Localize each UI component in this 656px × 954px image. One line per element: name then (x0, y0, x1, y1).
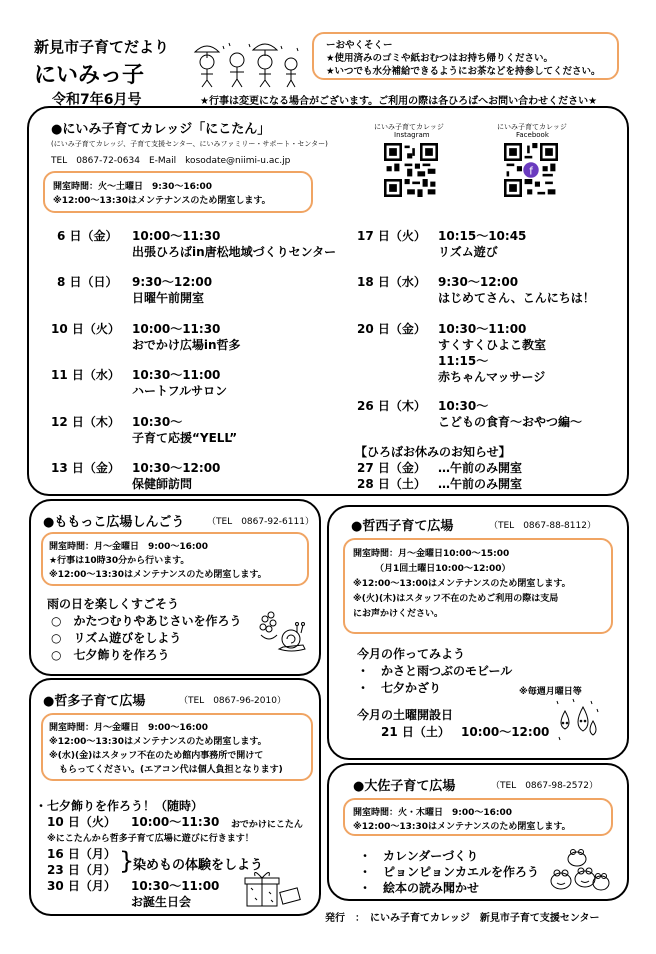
event-date: 13 日（金） (51, 461, 120, 475)
event-item (357, 274, 617, 308)
event-item (57, 228, 357, 262)
nikotan-section (27, 106, 629, 496)
tessei-saturday-time: 10:00～12:00 (461, 725, 550, 739)
snail-hydrangea-illustration (253, 605, 309, 657)
nikotan-subtitle: (にいみ子育てカレッジ、子育て支援センター、にいみファミリー・サポート・センター) (51, 140, 328, 148)
tessei-saturday-date: 21 日（土） (381, 725, 450, 739)
event-date: 6 日（金） (57, 229, 118, 243)
event-desc: 日曜午前開室 (132, 291, 205, 305)
list-item: ○ リズム遊びをしよう (51, 631, 182, 645)
tessei-title: ●哲西子育て広場 (351, 519, 454, 534)
event-item (51, 414, 351, 448)
rules-line-1: ★使用済みのゴミや紙おむつはお持ち帰りください。 (326, 53, 554, 64)
schedule-change-note: ★行事は変更になる場合がございます。ご利用の際は各ひろばへお問い合わせください★ (200, 96, 598, 107)
nikotan-maintenance: ※12:00～13:30はメンテナンスのため閉室します。 (53, 196, 271, 206)
event-desc: おでかけ広場in哲多 (132, 338, 241, 352)
momokko-hours: 開室時間：月～金曜日 9:00～16:00 (49, 542, 209, 552)
event-time-2: 11:15～ (438, 354, 489, 368)
tessei-hours: 開室時間：月～金曜日10:00～15:00 (353, 549, 510, 559)
event-desc: はじめてさん、こんにちは！ (438, 291, 595, 305)
tetta-ev1-time: 10:00～11:30 (131, 815, 220, 829)
event-item (51, 460, 351, 494)
facebook-qr-code[interactable] (504, 143, 558, 197)
rules-heading: ーおやくそくー (326, 40, 393, 51)
tetta-hours-box (41, 713, 313, 781)
osa-title: ●大佐子育て広場 (353, 779, 456, 794)
rules-notice (312, 32, 619, 80)
event-time: 10:30～ (132, 415, 183, 429)
event-time: 10:00～11:30 (132, 229, 221, 243)
newsletter-name: にいみっ子 (34, 63, 145, 88)
event-desc: 出張ひろばin唐松地域づくりセンター (132, 245, 337, 259)
momokko-tel: （TEL 0867-92-6111） (207, 517, 314, 527)
event-time: 10:00～11:30 (132, 322, 221, 336)
holiday-item (357, 460, 617, 476)
holiday-item (357, 476, 617, 492)
event-time: 9:30～12:00 (132, 275, 213, 289)
list-item: ○ かたつむりやあじさいを作ろう (51, 614, 242, 628)
tessei-staff-note-2: にお声かけください。 (353, 609, 444, 619)
tessei-hours-box (343, 538, 613, 634)
tessei-staff-note: ※(火)(木)はスタッフ不在のためご利用の際は支局 (353, 594, 559, 604)
event-time: 10:30～11:00 (438, 322, 527, 336)
momokko-maintenance: ※12:00～13:30はメンテナンスのため閉室します。 (49, 570, 267, 580)
tetta-ev1-date: 10 日（火） (47, 815, 116, 829)
frogs-illustration (547, 845, 611, 895)
event-date: 17 日（火） (357, 229, 426, 243)
event-item (57, 274, 357, 308)
brace-icon: } (119, 847, 135, 875)
momokko-hours-box (41, 532, 309, 586)
event-date: 10 日（火） (51, 322, 120, 336)
tessei-maintenance: ※12:00～13:00はメンテナンスのため閉室します。 (353, 579, 571, 589)
event-time: 10:30～ (438, 399, 489, 413)
event-desc: こどもの食育～おやつ編～ (438, 415, 583, 429)
event-desc: ハートフルサロン (132, 384, 228, 398)
event-desc: リズム遊び (438, 245, 498, 259)
osa-tel: （TEL 0867-98-2572） (491, 781, 598, 791)
tetta-ev3-date: 30 日（月） (47, 879, 116, 893)
rules-line-2: ★いつでも水分補給できるようにお茶などを持参してください。 (326, 66, 601, 77)
event-item (357, 398, 617, 432)
tetta-staff-note: ※(水)(金)はスタッフ不在のため館内事務所で開けて (49, 751, 264, 761)
tessei-saturday-title: 今月の土曜開設日 (357, 708, 454, 722)
event-time: 9:30～12:00 (438, 275, 519, 289)
momokko-event-time-note: ★行事は10時30分から行います。 (49, 556, 190, 566)
nikotan-hours-box (43, 171, 313, 213)
holiday-date: 27 日（金） (357, 461, 426, 475)
momokko-title: ●ももっこ広場しんごう (43, 515, 185, 530)
tetta-staff-note-2: もらってください。(エアコン代は個人負担となります) (59, 765, 283, 775)
children-umbrella-illustration (193, 40, 303, 88)
svg-text:f: f (529, 165, 533, 178)
event-item (51, 367, 351, 401)
holiday-desc: …午前のみ開室 (438, 461, 523, 475)
tessei-section (327, 505, 629, 760)
tessei-make-note: ※毎週月曜日等 (519, 687, 582, 697)
facebook-label: にいみ子育てカレッジ (497, 123, 567, 131)
tetta-tanabata-title: ・七夕飾りを作ろう！（随時） (35, 799, 204, 813)
holiday-title: 【ひろばお休みのお知らせ】 (355, 445, 511, 459)
event-date: 20 日（金） (357, 322, 426, 336)
event-date: 8 日（日） (57, 275, 118, 289)
tetta-ev1-desc: おでかけにこたん (231, 820, 303, 830)
issue-date: 令和7年6月号 (52, 92, 142, 108)
tetta-ev3-desc: お誕生日会 (131, 895, 192, 909)
event-desc-2: 赤ちゃんマッサージ (438, 370, 546, 384)
momokko-section (29, 499, 321, 676)
event-time: 10:30～11:00 (132, 368, 221, 382)
event-date: 12 日（木） (51, 415, 120, 429)
tetta-section (29, 678, 321, 916)
list-item: ○ 七夕飾りを作ろう (51, 648, 170, 662)
nikotan-contact: TEL 0867-72-0634 E-Mail kosodate@niimi-u.ac.jp (51, 156, 291, 166)
event-date: 26 日（木） (357, 399, 426, 413)
list-item: ・ 絵本の読み聞かせ (359, 881, 480, 895)
newsletter-title: 新見市子育てだより (34, 38, 170, 56)
raindrop-characters-illustration (553, 697, 601, 743)
instagram-label: にいみ子育てカレッジ (374, 123, 444, 131)
nikotan-title: ●にいみ子育てカレッジ「にこたん」 (51, 122, 271, 137)
list-item: ・ 七夕かざり (357, 681, 442, 695)
tetta-maintenance: ※12:00～13:30はメンテナンスのため閉室します。 (49, 737, 267, 747)
facebook-label-sub: Facebook (516, 131, 549, 139)
instagram-qr-code[interactable] (384, 143, 438, 197)
tetta-dye-date-2: 23 日（月） (47, 863, 116, 877)
list-item: ・ かさと雨つぶのモビール (357, 664, 513, 678)
list-item: ・ カレンダーづくり (359, 849, 479, 863)
event-desc: すくすくひよこ教室 (438, 338, 547, 352)
osa-maintenance: ※12:00～13:30はメンテナンスのため閉室します。 (353, 822, 571, 832)
event-item (51, 321, 351, 355)
event-desc: 子育て応援“YELL” (132, 431, 238, 445)
gift-box-illustration (241, 866, 301, 910)
tetta-ev1-note: ※にこたんから哲多子育て広場に遊びに行きます！ (47, 834, 254, 844)
tessei-tel: （TEL 0867-88-8112） (489, 521, 596, 531)
osa-section (327, 763, 629, 901)
event-item (357, 228, 617, 262)
nikotan-hours: 開室時間：火～土曜日 9:30～16:00 (53, 182, 213, 192)
event-date: 11 日（水） (51, 368, 120, 382)
tetta-title: ●哲多子育て広場 (43, 694, 146, 709)
event-item (357, 321, 617, 387)
osa-hours-box (343, 798, 613, 836)
holiday-date: 28 日（土） (357, 477, 426, 491)
tetta-dye-date-1: 16 日（月） (47, 847, 116, 861)
tetta-dye-desc: 染めもの体験をしよう (133, 858, 264, 873)
osa-hours: 開室時間：火・木曜日 9:00～16:00 (353, 808, 513, 818)
holiday-desc: …午前のみ開室 (438, 477, 523, 491)
tetta-tel: （TEL 0867-96-2010） (179, 696, 286, 706)
tessei-saturday-note: （月1回土曜日10:00～12:00） (375, 564, 511, 574)
event-time: 10:15～10:45 (438, 229, 527, 243)
event-desc: 保健師訪問 (132, 477, 193, 491)
publisher-footer: 発行 ： にいみ子育てカレッジ 新見市子育て支援センター (325, 913, 600, 924)
tetta-ev3-time: 10:30～11:00 (131, 879, 220, 893)
tetta-hours: 開室時間：月～金曜日 9:00～16:00 (49, 723, 209, 733)
tessei-make-title: 今月の作ってみよう (357, 647, 466, 661)
list-item: ・ ピョンピョンカエルを作ろう (359, 865, 540, 879)
event-date: 18 日（水） (357, 275, 426, 289)
event-time: 10:30～12:00 (132, 461, 221, 475)
momokko-list-title: 雨の日を楽しくすごそう (47, 597, 180, 611)
instagram-label-sub: Instagram (394, 131, 430, 139)
